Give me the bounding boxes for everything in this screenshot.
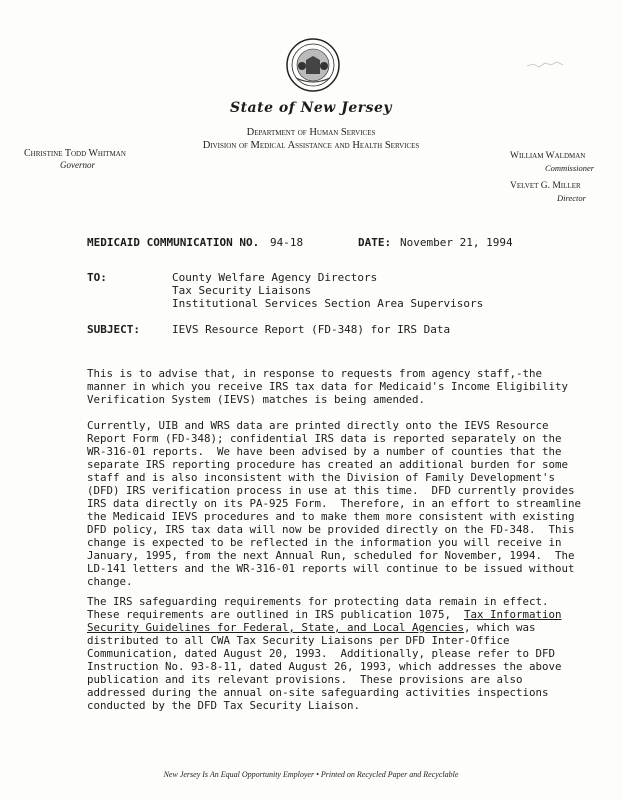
subject-label: SUBJECT: <box>87 323 140 336</box>
body-line: addressed during the annual on-site safeguarding activities inspections <box>87 686 549 699</box>
body-text: , which was <box>464 621 536 634</box>
body-line: conducted by the DFD Tax Security Liaison. <box>87 699 361 712</box>
footer-text: New Jersey Is An Equal Opportunity Employer • Printed on Recycled Paper and Recyclable <box>163 770 459 779</box>
body-line: (DFD) IRS verification process in use at this time. DFD currently provides <box>87 484 575 497</box>
state-name: State of New Jersey <box>229 100 393 116</box>
director-title: Director <box>557 193 586 203</box>
body-line: This is to advise that, in response to requests from agency staff,-the <box>87 367 543 380</box>
communication-label: MEDICAID COMMUNICATION NO. <box>87 236 260 249</box>
body-line: January, 1995, from the next Annual Run, scheduled for November, 1994. The <box>87 549 575 562</box>
scan-mark-icon <box>525 56 565 74</box>
body-line: Communication, dated August 20, 1993. Additionally, please refer to DFD <box>87 647 556 660</box>
body-line: publication and its relevant provisions. These provisions are also <box>87 673 523 686</box>
body-line: the Medicaid IEVS procedures and to make them more consistent with existing <box>87 510 575 523</box>
body-line: change is expected to be reflected in the information you will receive in <box>87 536 562 549</box>
to-recipient: County Welfare Agency Directors <box>172 271 378 284</box>
date-label: DATE: <box>358 236 392 249</box>
to-label: TO: <box>87 271 107 284</box>
publication-title: Security Guidelines for Federal, State, and Local Agencies <box>87 621 465 634</box>
body-line: change. <box>87 575 133 588</box>
to-recipient: Institutional Services Section Area Supervisors <box>172 297 484 310</box>
division-name: Division of Medical Assistance and Health Services <box>202 140 420 151</box>
body-line: manner in which you receive IRS tax data for Medicaid's Income Eligibility <box>87 380 569 393</box>
body-line <box>87 621 536 634</box>
department-name: Department of Human Services <box>246 127 376 138</box>
body-line: separate IRS reporting procedure has created an additional burden for some <box>87 458 569 471</box>
body-line <box>87 608 562 621</box>
body-line: The IRS safeguarding requirements for protecting data remain in effect. <box>87 595 549 608</box>
date-value: November 21, 1994 <box>400 236 513 249</box>
governor-name: Christine Todd Whitman <box>24 148 126 159</box>
body-line: IRS data directly on its PA-925 Form. Therefore, in an effort to streamline <box>87 497 582 510</box>
state-seal-icon <box>286 38 340 92</box>
to-recipient: Tax Security Liaisons <box>172 284 312 297</box>
body-line: staff and is also inconsistent with the Division of Family Development's <box>87 471 556 484</box>
commissioner-title: Commissioner <box>545 163 595 173</box>
body-line: distributed to all CWA Tax Security Liaisons per DFD Inter-Office <box>87 634 510 647</box>
body-line: WR-316-01 reports. We have been advised by a number of counties that the <box>87 445 562 458</box>
governor-title: Governor <box>60 160 95 170</box>
director-name: Velvet G. Miller <box>510 181 581 191</box>
body-text: These requirements are outlined in IRS publication 1075, <box>87 608 465 621</box>
communication-number: 94-18 <box>270 236 304 249</box>
body-line: LD-141 letters and the WR-316-01 reports will continue to be issued without <box>87 562 575 575</box>
body-line: DFD policy, IRS tax data will now be provided directly on the FD-348. This <box>87 523 575 536</box>
commissioner-name: William Waldman <box>510 151 586 161</box>
body-line: Report Form (FD-348); confidential IRS data is reported separately on the <box>87 432 562 445</box>
publication-title: Tax Information <box>464 608 562 621</box>
subject-value: IEVS Resource Report (FD-348) for IRS Data <box>172 323 451 336</box>
body-line: Verification System (IEVS) matches is being amended. <box>87 393 426 406</box>
body-line: Instruction No. 93-8-11, dated August 26, 1993, which addresses the above <box>87 660 562 673</box>
body-line: Currently, UIB and WRS data are printed directly onto the IEVS Resource <box>87 419 549 432</box>
